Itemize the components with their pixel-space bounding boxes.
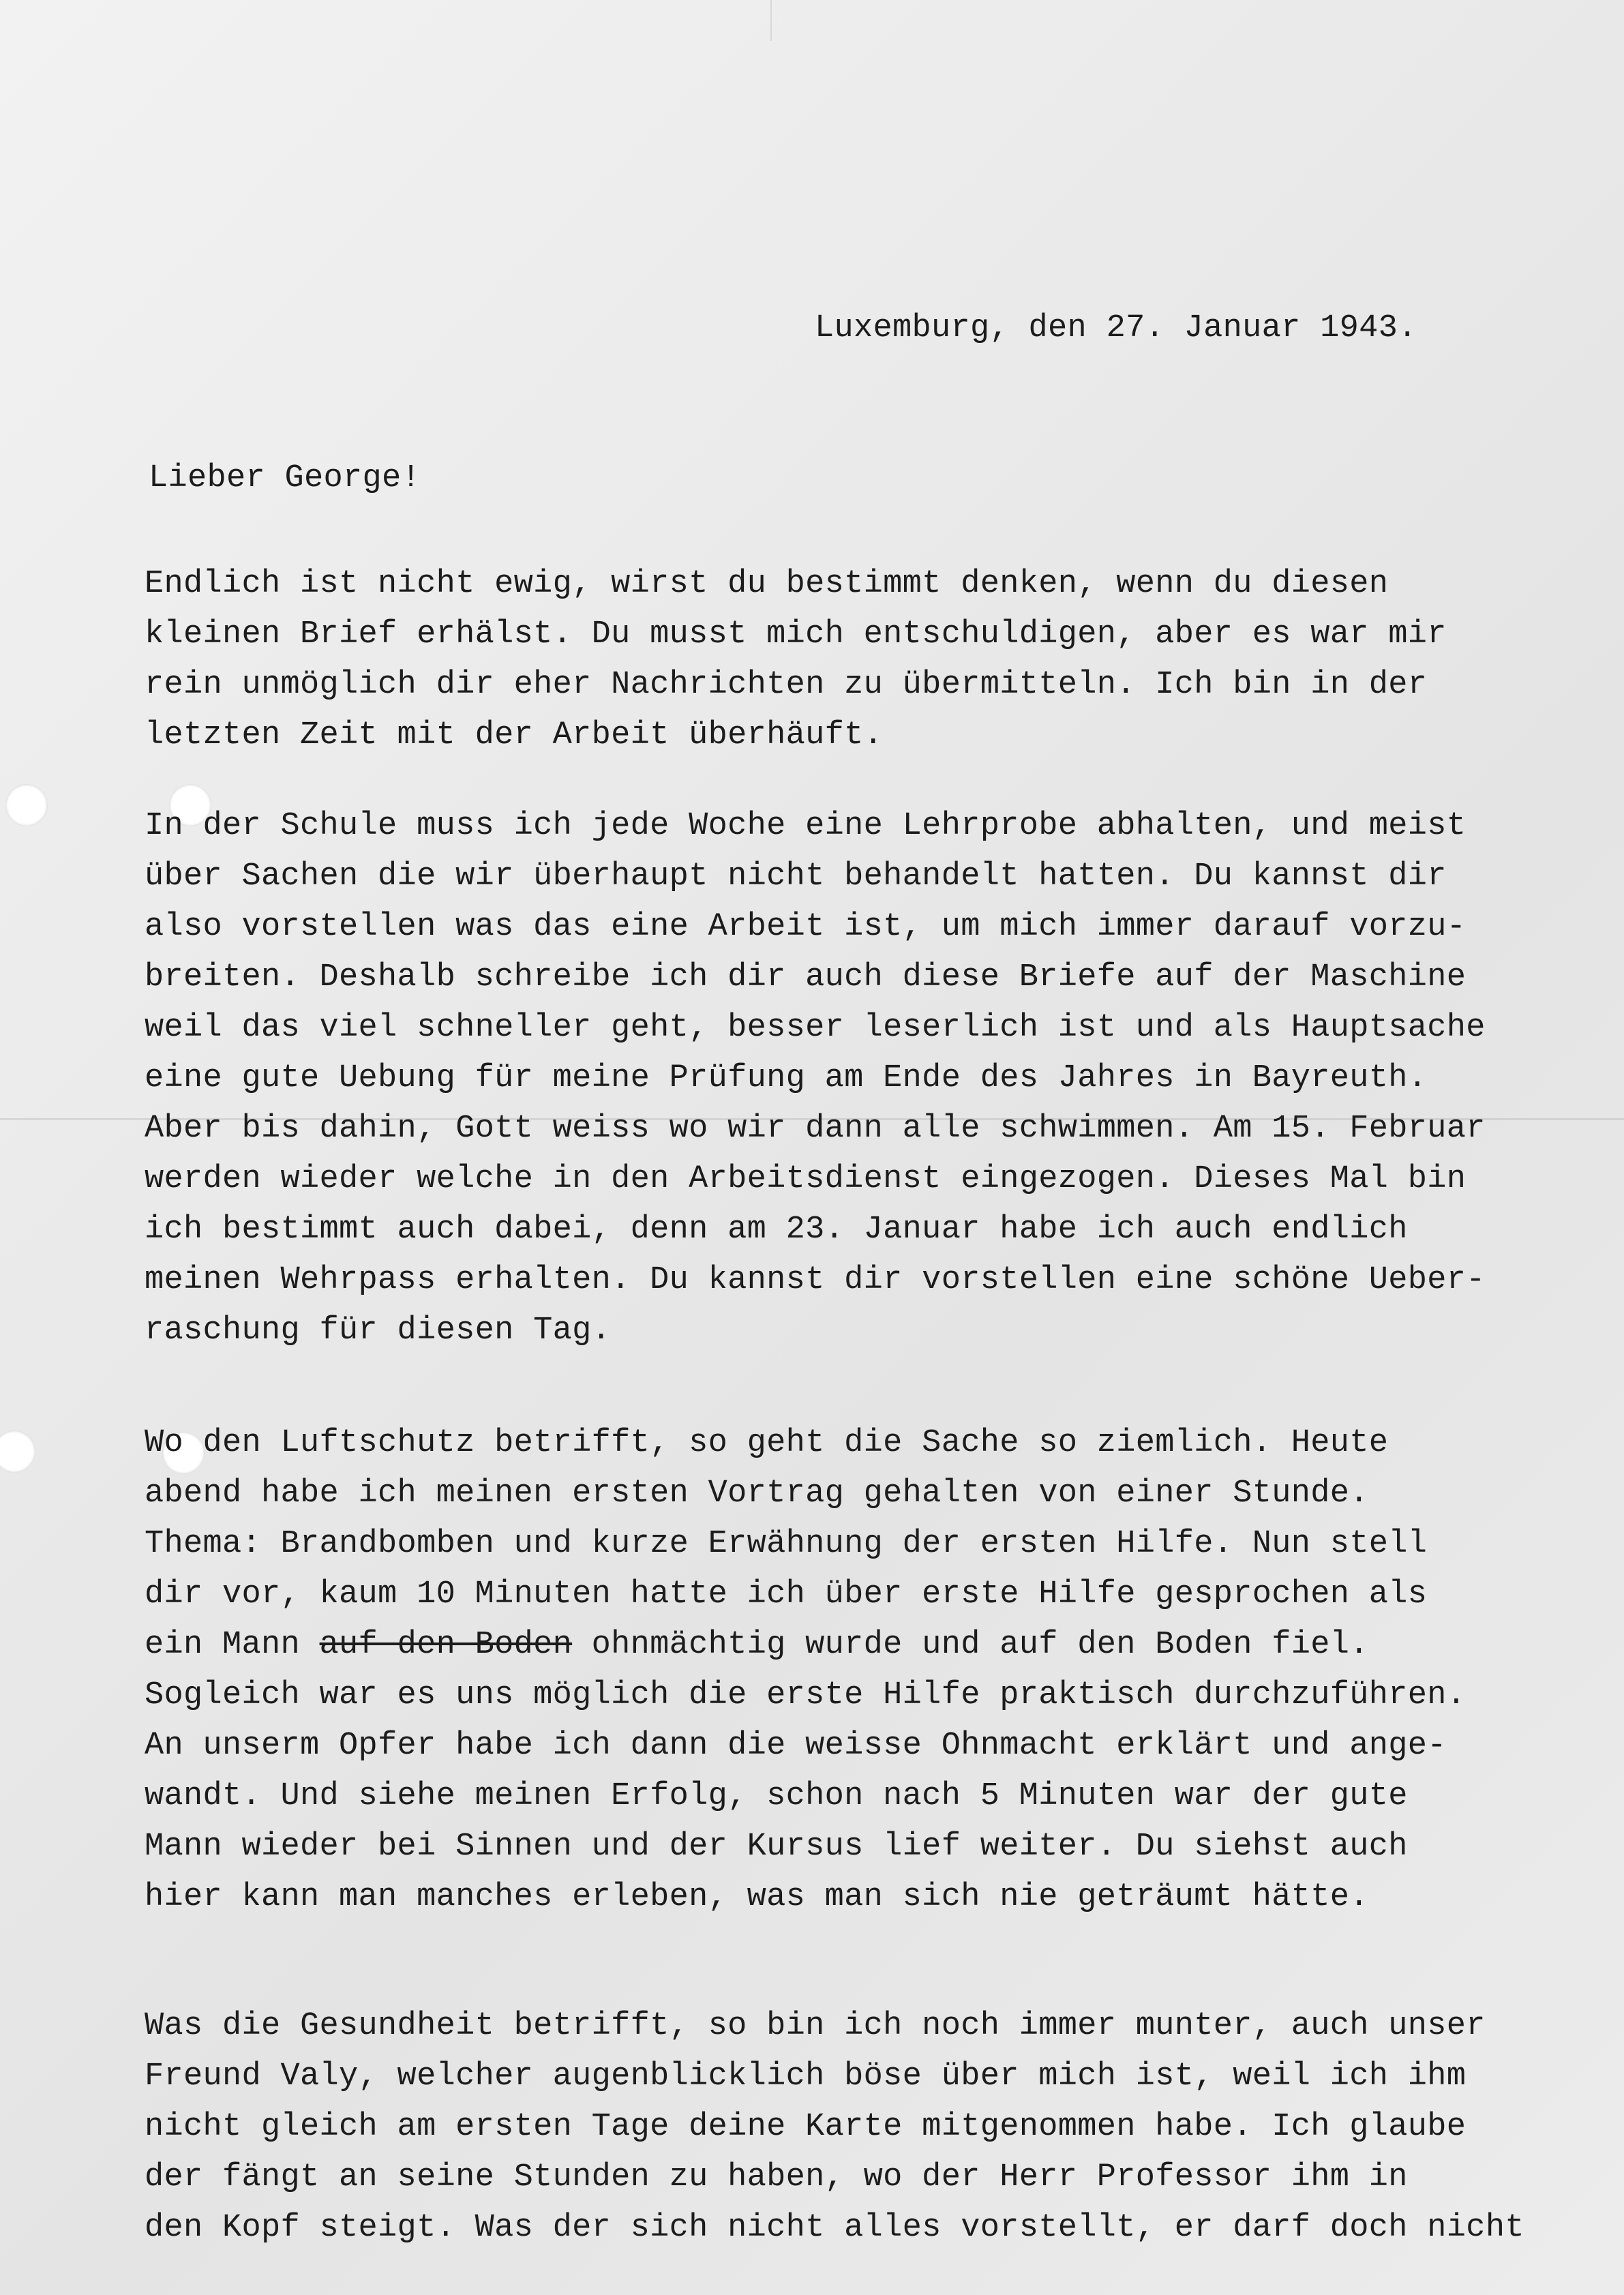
- text-line: wandt. Und siehe meinen Erfolg, schon nach 5 Minuten war der gute: [145, 1778, 1408, 1814]
- text-line: Aber bis dahin, Gott weiss wo wir dann alle schwimmen. Am 15. Februar: [145, 1111, 1486, 1147]
- text-line: kleinen Brief erhälst. Du musst mich entschuldigen, aber es war mir: [145, 616, 1447, 652]
- text-line: weil das viel schneller geht, besser leserlich ist und als Hauptsache: [145, 1010, 1486, 1046]
- text-line: abend habe ich meinen ersten Vortrag gehalten von einer Stunde.: [145, 1475, 1369, 1512]
- text-line: Freund Valy, welcher augenblicklich böse über mich ist, weil ich ihm: [145, 2058, 1467, 2095]
- text-line: der fängt an seine Stunden zu haben, wo der Herr Professor ihm in: [145, 2159, 1408, 2195]
- text-line: Sogleich war es uns möglich die erste Hilfe praktisch durchzuführen.: [145, 1677, 1467, 1713]
- letter-salutation: Lieber George!: [149, 460, 421, 496]
- text-line: In der Schule muss ich jede Woche eine Lehrprobe abhalten, und meist: [145, 808, 1467, 844]
- text-fragment: ohnmächtig wurde und auf den Boden fiel.: [572, 1627, 1369, 1663]
- text-line: Wo den Luftschutz betrifft, so geht die Sache so ziemlich. Heute: [145, 1425, 1389, 1461]
- text-line: eine gute Uebung für meine Prüfung am Ende des Jahres in Bayreuth.: [145, 1060, 1428, 1096]
- text-line: dir vor, kaum 10 Minuten hatte ich über erste Hilfe gesprochen als: [145, 1576, 1428, 1612]
- text-line: nicht gleich am ersten Tage deine Karte mitgenommen habe. Ich glaube: [145, 2109, 1467, 2145]
- text-line: breiten. Deshalb schreibe ich dir auch diese Briefe auf der Maschine: [145, 959, 1467, 995]
- text-line: hier kann man manches erleben, was man sich nie geträumt hätte.: [145, 1879, 1369, 1915]
- struck-out-text: auf den Boden: [319, 1627, 573, 1663]
- punch-hole: [0, 1430, 35, 1473]
- text-line: also vorstellen was das eine Arbeit ist, um mich immer darauf vorzu-: [145, 909, 1467, 945]
- text-line: über Sachen die wir überhaupt nicht behandelt hatten. Du kannst dir: [145, 858, 1447, 895]
- text-line: rein unmöglich dir eher Nachrichten zu übermitteln. Ich bin in der: [145, 667, 1428, 703]
- text-fragment: ein Mann: [145, 1627, 320, 1663]
- text-line: meinen Wehrpass erhalten. Du kannst dir vorstellen eine schöne Ueber-: [145, 1262, 1486, 1298]
- text-line: ich bestimmt auch dabei, denn am 23. Januar habe ich auch endlich: [145, 1212, 1408, 1248]
- punch-hole: [5, 784, 48, 826]
- text-line: Thema: Brandbomben und kurze Erwähnung der ersten Hilfe. Nun stell: [145, 1526, 1428, 1562]
- text-line: Was die Gesundheit betrifft, so bin ich noch immer munter, auch unser: [145, 2008, 1486, 2044]
- text-line: letzten Zeit mit der Arbeit überhäuft.: [145, 717, 884, 753]
- text-line: Mann wieder bei Sinnen und der Kursus lief weiter. Du siehst auch: [145, 1829, 1408, 1865]
- text-line: den Kopf steigt. Was der sich nicht alles vorstellt, er darf doch nicht: [145, 2210, 1524, 2246]
- paper-fold-vertical: [770, 0, 772, 41]
- letter-paragraph-2: [145, 801, 1610, 1356]
- text-line: Endlich ist nicht ewig, wirst du bestimmt denken, wenn du diesen: [145, 566, 1389, 602]
- letter-paragraph-1: [145, 559, 1610, 761]
- text-line: werden wieder welche in den Arbeitsdienst eingezogen. Dieses Mal bin: [145, 1161, 1467, 1197]
- text-line: raschung für diesen Tag.: [145, 1312, 612, 1349]
- text-line: An unserm Opfer habe ich dann die weisse Ohnmacht erklärt und ange-: [145, 1728, 1447, 1764]
- letter-paragraph-4: [145, 2001, 1610, 2253]
- text-line-with-strikeout: [145, 1620, 1610, 1670]
- letter-paragraph-3: [145, 1418, 1610, 1923]
- letter-dateline: Luxemburg, den 27. Januar 1943.: [815, 310, 1417, 346]
